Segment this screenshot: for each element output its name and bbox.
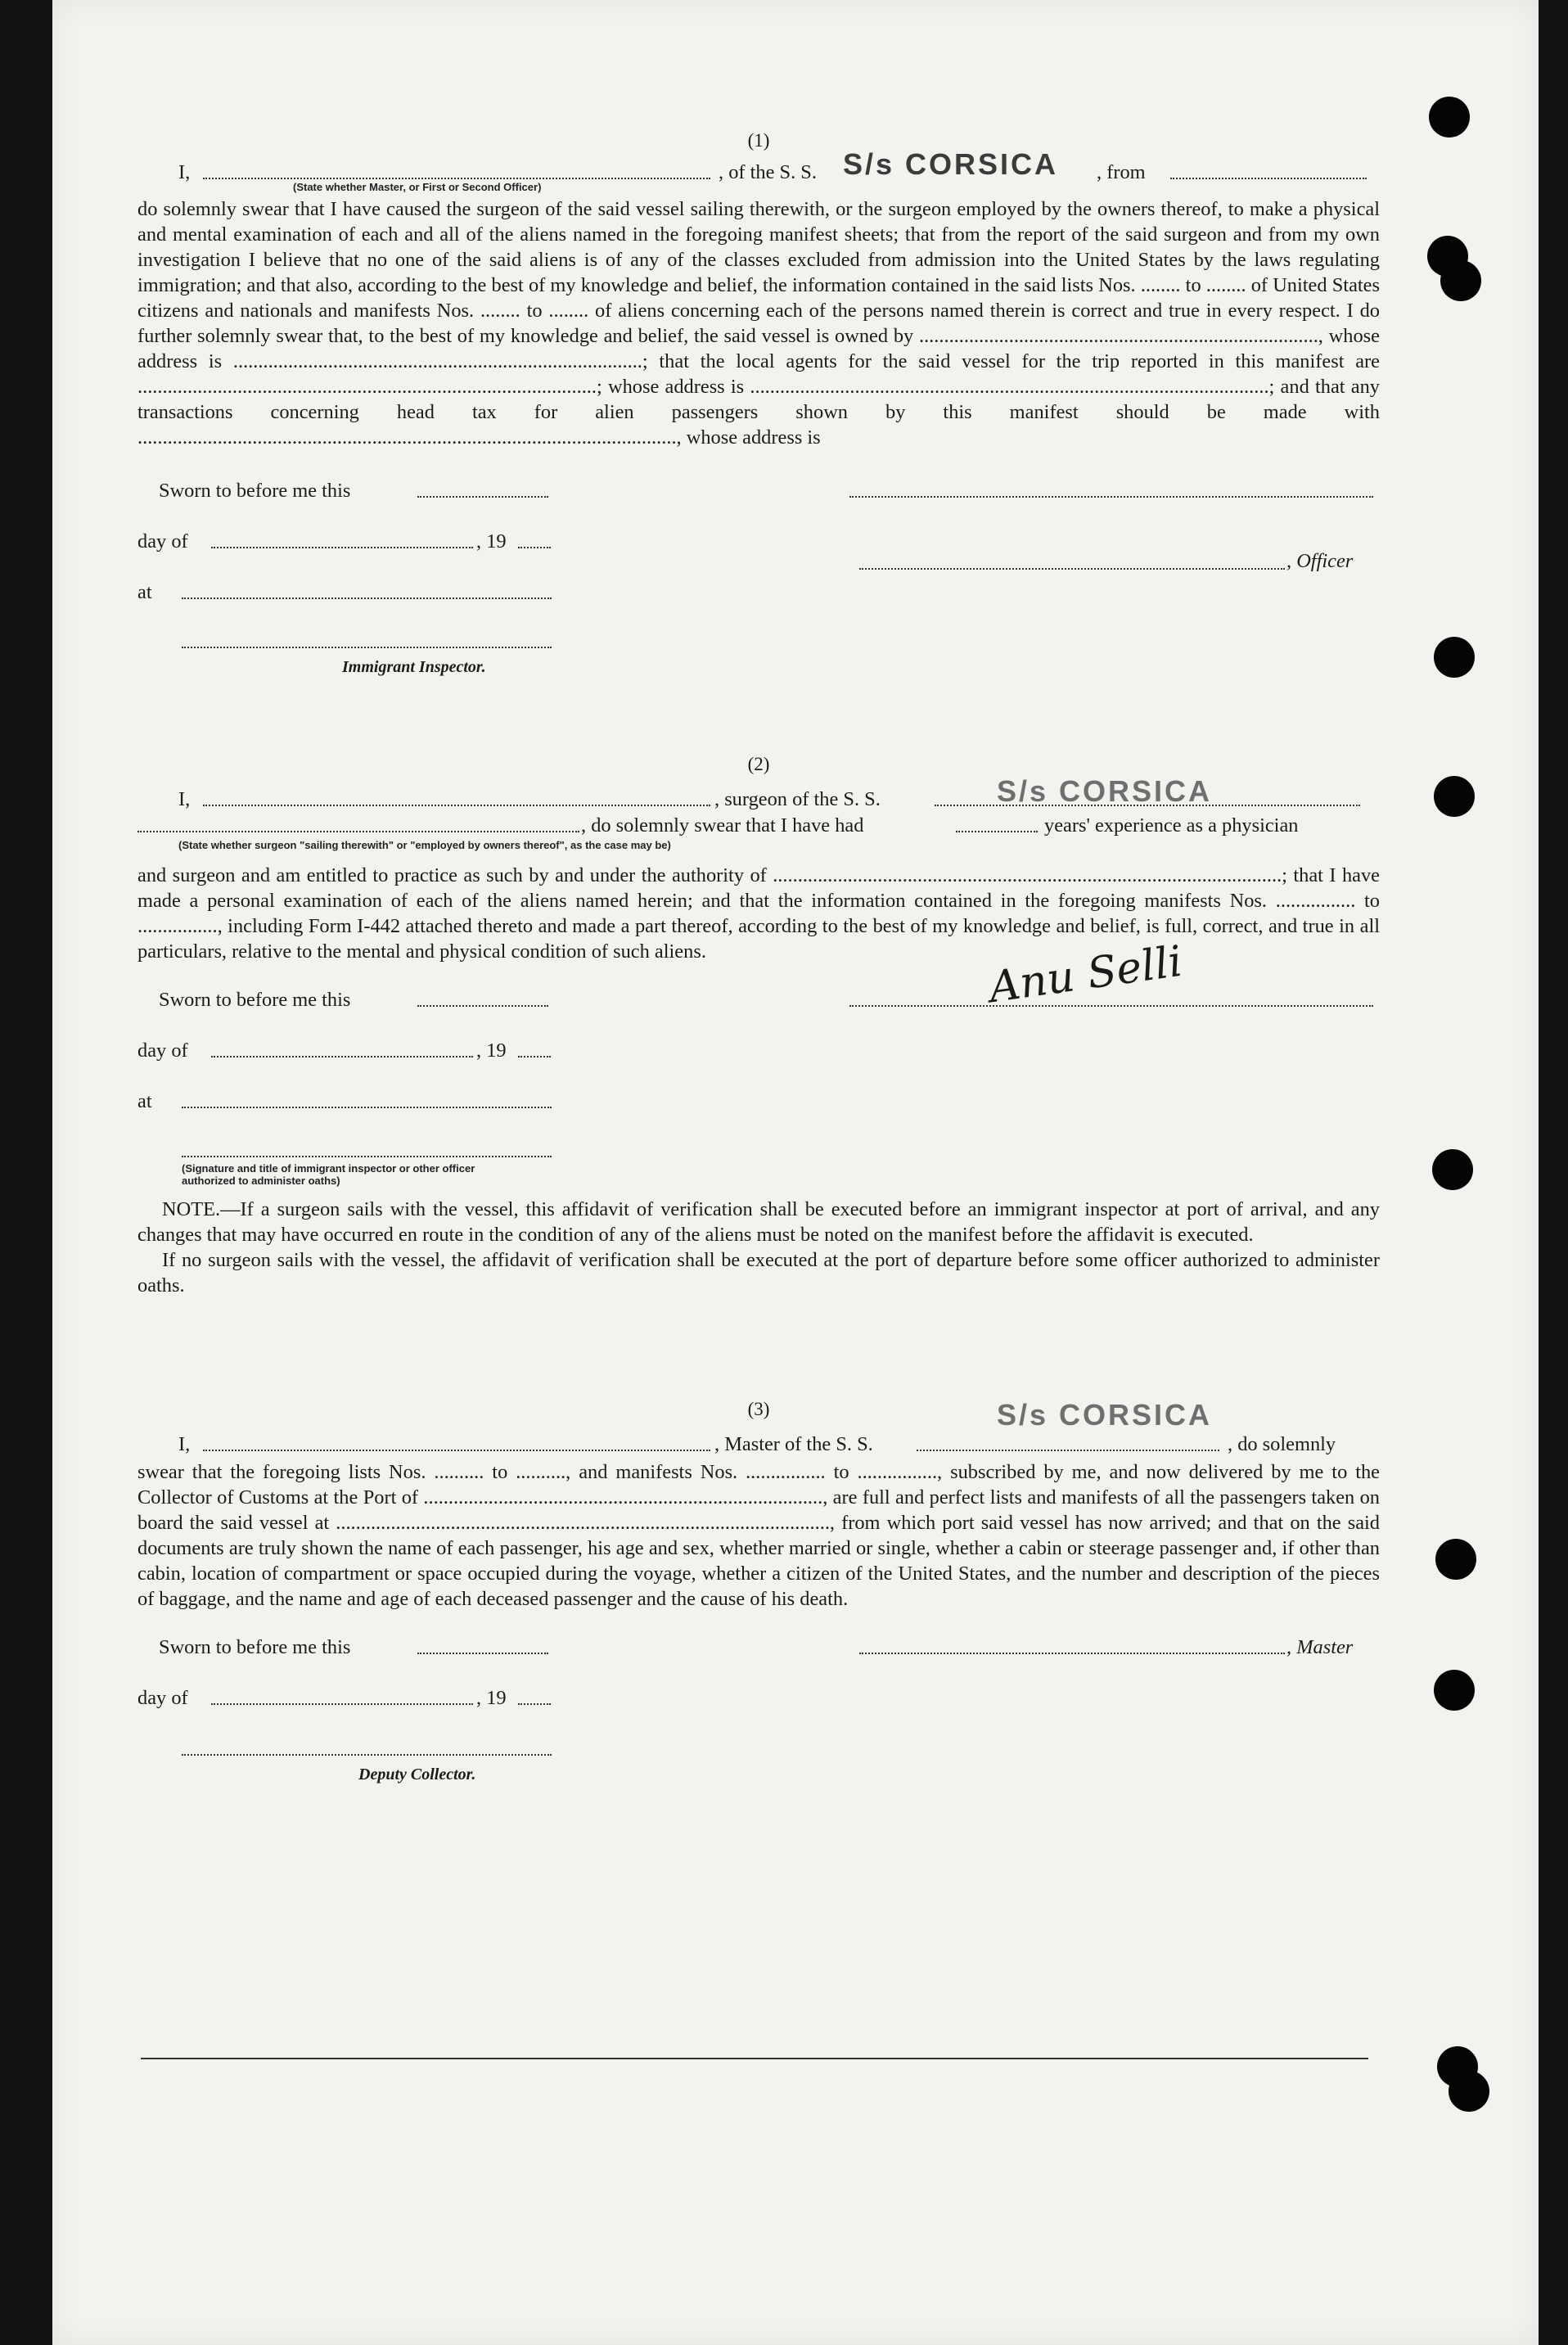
note-label: NOTE. bbox=[162, 1198, 221, 1220]
ship-name-field[interactable] bbox=[917, 1433, 1219, 1451]
ship-name-field[interactable] bbox=[935, 788, 1360, 806]
signature-caption: (Signature and title of immigrant inspector or other officer authorized to administer oaths) bbox=[182, 1162, 475, 1187]
day-of-label: day of bbox=[137, 530, 188, 552]
master-oath-paragraph: do solemnly swear that I have caused the surgeon of the said vessel sailing therewith, or the surgeon employed by the owners thereof, to make a physical and mental examination of each and all of the aliens named in the foregoing manifest sheets; that from the report of the said surgeon and from my own investigation I believe that no one of the said aliens is of any of the classes excluded from admission into the United States by the laws regulating immigration; and that also, according to the best of my knowledge and belief, the information contained in the said lists Nos. ........ to ........ of United States citizens and nationals and manifests Nos. ........ to ........ of aliens concerning each of the persons named therein is correct and true in every respect. I do further solemnly swear that, to the best of my knowledge and belief, the said vessel is owned by ................................................................................, whose address is ..................................................................................; that the local agents for the said vessel for the trip reported in this manifest are ............................................................................................; whose address is ........................................................................................................; and that any transactions concerning head tax for alien passengers shown by this manifest should be made with ............................................................................................................, whose address is bbox=[137, 198, 1380, 449]
ship-name-stamp: S/s CORSICA bbox=[997, 774, 1213, 808]
master-name-field[interactable] bbox=[203, 1433, 710, 1451]
day-field[interactable] bbox=[211, 1039, 473, 1058]
master-name-field[interactable] bbox=[203, 161, 710, 179]
punch-hole bbox=[1432, 1149, 1473, 1190]
year-label: , 19 bbox=[476, 1687, 507, 1709]
ship-name-stamp: S/s CORSICA bbox=[997, 1398, 1213, 1432]
officer-name-field[interactable] bbox=[859, 552, 1285, 570]
do-swear-label: , do solemnly swear that I have had bbox=[581, 814, 864, 837]
master-label: , Master bbox=[1286, 1636, 1354, 1658]
sworn-label: Sworn to before me this bbox=[159, 989, 351, 1011]
affidavit-form bbox=[137, 123, 1380, 1798]
master-line bbox=[137, 147, 1380, 187]
surgeon-of-label: , surgeon of the S. S. bbox=[714, 788, 881, 810]
day-of-label: day of bbox=[137, 1687, 188, 1709]
sworn-date-field[interactable] bbox=[417, 480, 548, 498]
years-exp-label: years' experience as a physician bbox=[1044, 814, 1299, 837]
ship-name-stamp: S/s CORSICA bbox=[843, 147, 1059, 181]
officer-label: , Officer bbox=[1286, 550, 1354, 572]
bottom-rule bbox=[141, 2058, 1368, 2059]
punch-hole bbox=[1434, 637, 1475, 678]
surgeon-signature-block bbox=[137, 936, 1380, 1200]
punch-hole bbox=[1435, 1539, 1476, 1580]
master-signature-block bbox=[137, 478, 1380, 715]
year-label: , 19 bbox=[476, 530, 507, 552]
surgeon-line-2 bbox=[137, 814, 1380, 839]
year-label: , 19 bbox=[476, 1039, 507, 1062]
collector-signature-line[interactable] bbox=[182, 1738, 552, 1756]
at-label: at bbox=[137, 581, 152, 603]
inspector-signature-line[interactable] bbox=[182, 630, 552, 648]
at-label: at bbox=[137, 1090, 152, 1112]
i-label: I, bbox=[178, 788, 191, 810]
section-number: (1) bbox=[747, 130, 770, 151]
section-number: (2) bbox=[747, 754, 770, 774]
i-label: I, bbox=[178, 1433, 191, 1455]
punch-hole bbox=[1440, 260, 1481, 301]
year-field[interactable] bbox=[518, 530, 551, 548]
punch-hole bbox=[1429, 97, 1470, 138]
punch-hole bbox=[1434, 1670, 1475, 1711]
sworn-label: Sworn to before me this bbox=[159, 1636, 351, 1658]
surgeon-name-field[interactable] bbox=[203, 788, 710, 806]
surgeon-note bbox=[137, 1197, 1380, 1247]
i-label: I, bbox=[178, 161, 191, 183]
sworn-date-field[interactable] bbox=[417, 1636, 548, 1654]
day-of-label: day of bbox=[137, 1039, 188, 1062]
surgeon-caption: (State whether surgeon "sailing therewith" or "employed by owners thereof", as the case may be) bbox=[178, 839, 671, 851]
section-master-delivery-affidavit bbox=[137, 1396, 1380, 1798]
of-ss-label: , of the S. S. bbox=[719, 161, 817, 183]
collector-caption: Deputy Collector. bbox=[358, 1766, 476, 1784]
punch-hole bbox=[1449, 2071, 1489, 2112]
sworn-date-field[interactable] bbox=[417, 989, 548, 1007]
officer-signature-line[interactable] bbox=[849, 480, 1373, 498]
years-field[interactable] bbox=[956, 814, 1038, 832]
from-label: , from bbox=[1097, 161, 1146, 183]
section-number: (3) bbox=[747, 1399, 770, 1419]
surgeon-note-2: If no surgeon sails with the vessel, the affidavit of verification shall be executed at the port of departure before some officer authorized to administer oaths. bbox=[137, 1249, 1380, 1297]
master-line-3 bbox=[137, 1398, 1380, 1459]
surgeon-status-field[interactable] bbox=[137, 814, 579, 832]
year-field[interactable] bbox=[518, 1039, 551, 1058]
master-signature-line[interactable] bbox=[859, 1636, 1285, 1654]
sworn-label: Sworn to before me this bbox=[159, 480, 351, 502]
day-field[interactable] bbox=[211, 530, 473, 548]
master-of-label: , Master of the S. S. bbox=[714, 1433, 873, 1455]
day-field[interactable] bbox=[211, 1687, 473, 1705]
note-text: —If a surgeon sails with the vessel, this affidavit of verification shall be executed before an immigrant inspector at port of arrival, and any changes that may have occurred en route in the condition of any of the aliens must be noted on the manifest before the affidavit is executed. bbox=[137, 1198, 1380, 1246]
master-caption: (State whether Master, or First or Second Officer) bbox=[293, 181, 542, 193]
at-field[interactable] bbox=[182, 581, 552, 599]
master-delivery-signature-block bbox=[137, 1635, 1380, 1798]
section-master-affidavit bbox=[137, 128, 1380, 715]
section-surgeon-affidavit bbox=[137, 751, 1380, 1298]
inspector-signature-line[interactable] bbox=[182, 1139, 552, 1157]
punch-hole bbox=[1434, 776, 1475, 817]
year-field[interactable] bbox=[518, 1687, 551, 1705]
surgeon-line bbox=[137, 774, 1380, 814]
from-field[interactable] bbox=[1170, 161, 1367, 179]
do-solemnly-label: , do solemnly bbox=[1228, 1433, 1336, 1455]
delivery-oath-paragraph: swear that the foregoing lists Nos. .......... to .........., and manifests Nos. ................ to ................, subscribed by me, and now delivered by me to the Collector of Customs at the Port of ................................................................................, are full and perfect lists and manifests of all the passengers taken on board the said vessel at ..................................................................................................., from which port said vessel has now arrived; and that on the said documents are truly shown the name of each passenger, his age and sex, whether married or single, whether a cabin or steerage passenger and, if other than cabin, location of compartment or space occupied during the voyage, whether a citizen of the United States, and the number and description of the pieces of baggage, and the name and age of each deceased passenger and the cause of his death. bbox=[137, 1461, 1380, 1610]
at-field[interactable] bbox=[182, 1090, 552, 1108]
inspector-caption: Immigrant Inspector. bbox=[342, 658, 486, 676]
surgeon-oath-paragraph: and surgeon and am entitled to practice as such by and under the authority of ......................................................................................................; that I have made a personal examination of each of the aliens named herein; and that the information contained in the foregoing manifests Nos. ................ to ................, including Form I-442 attached thereto and made a part thereof, according to the best of my knowledge and belief, is full, correct, and true in all particulars, relative to the mental and physical condition of such aliens. bbox=[137, 864, 1380, 963]
handwritten-signature: Anu Selli bbox=[985, 936, 1186, 1013]
